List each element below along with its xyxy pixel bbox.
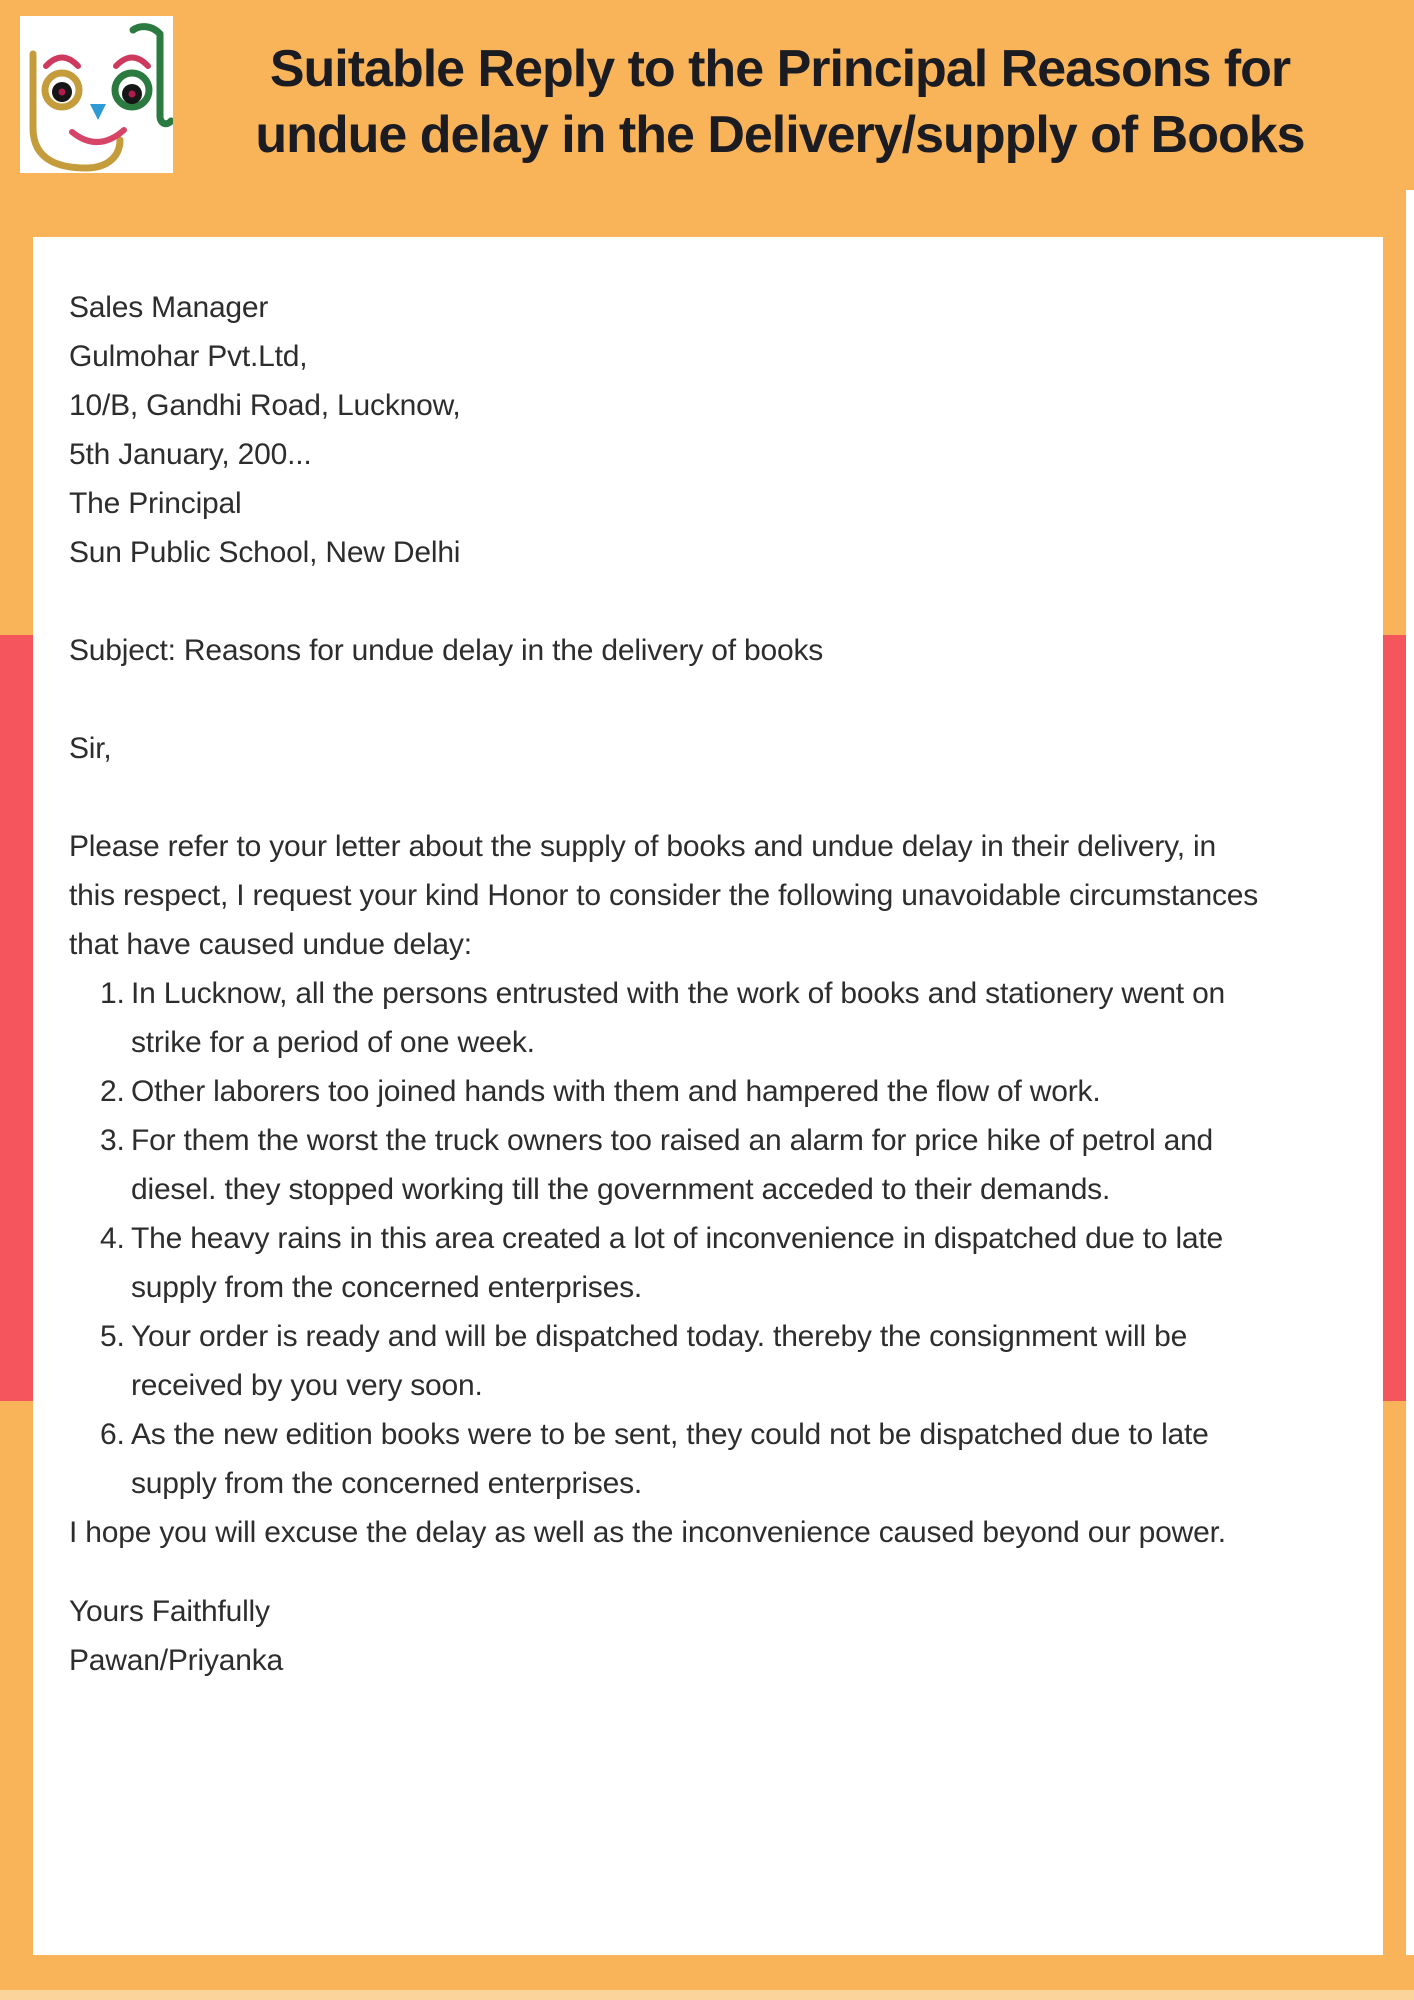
points-list — [69, 969, 1264, 1508]
address-line: The Principal — [69, 487, 242, 520]
list-text: The heavy rains in this area created a lot of inconvenience in dispatched due to late supply from the concerned enterprises. — [131, 1222, 1224, 1304]
banner-title-line-1: Suitable Reply to the Principal Reasons for — [269, 40, 1291, 98]
list-text: Other laborers too joined hands with them and hampered the flow of work. — [131, 1075, 1101, 1108]
list-number: 5. — [100, 1320, 125, 1353]
signature: Pawan/Priyanka — [69, 1644, 283, 1677]
signature-block — [69, 1587, 1264, 1685]
subject-line: Subject: Reasons for undue delay in the delivery of books — [69, 634, 824, 667]
left-accent-bar — [0, 635, 33, 1401]
address-line: Sales Manager — [69, 291, 269, 324]
list-number: 6. — [100, 1418, 125, 1451]
list-item — [69, 1214, 1264, 1312]
bottom-strip — [0, 1990, 1414, 2000]
pd-logo — [20, 16, 173, 173]
list-item — [69, 969, 1264, 1067]
list-number: 1. — [100, 977, 125, 1010]
right-accent-bar — [1383, 635, 1406, 1401]
list-number: 4. — [100, 1222, 125, 1255]
banner-title-line-2: undue delay in the Delivery/supply of Books — [255, 106, 1305, 164]
list-item — [69, 1116, 1264, 1214]
address-line: 10/B, Gandhi Road, Lucknow, — [69, 389, 461, 422]
letter-body — [69, 283, 1264, 1685]
list-item — [69, 1410, 1264, 1508]
list-text: Your order is ready and will be dispatched today. thereby the consignment will be received by you very soon. — [131, 1320, 1188, 1402]
list-item — [69, 1067, 1264, 1116]
signoff: Yours Faithfully — [69, 1595, 270, 1628]
right-page-gutter — [1406, 190, 1414, 1955]
address-line: Sun Public School, New Delhi — [69, 536, 461, 569]
list-number: 3. — [100, 1124, 125, 1157]
intro-paragraph: Please refer to your letter about the supply of books and undue delay in their delivery, in this respect, I request your kind Honor to consider the following unavoidable circumstances that have caused undue delay: — [69, 830, 1259, 961]
salutation: Sir, — [69, 732, 112, 765]
pd-face-logo-icon — [20, 16, 173, 173]
banner-title — [177, 36, 1383, 168]
list-item — [69, 1312, 1264, 1410]
list-text: In Lucknow, all the persons entrusted with the work of books and stationery went on strike for a period of one week. — [131, 977, 1226, 1059]
address-line: Gulmohar Pvt.Ltd, — [69, 340, 308, 373]
list-number: 2. — [100, 1075, 125, 1108]
list-text: For them the worst the truck owners too raised an alarm for price hike of petrol and diesel. they stopped working till the government acceded to their demands. — [131, 1124, 1214, 1206]
list-text: As the new edition books were to be sent, they could not be dispatched due to late supply from the concerned enterprises. — [131, 1418, 1209, 1500]
address-block — [69, 283, 1264, 577]
closing-paragraph: I hope you will excuse the delay as well as the inconvenience caused beyond our power. — [69, 1516, 1226, 1549]
date-line: 5th January, 200... — [69, 438, 312, 471]
